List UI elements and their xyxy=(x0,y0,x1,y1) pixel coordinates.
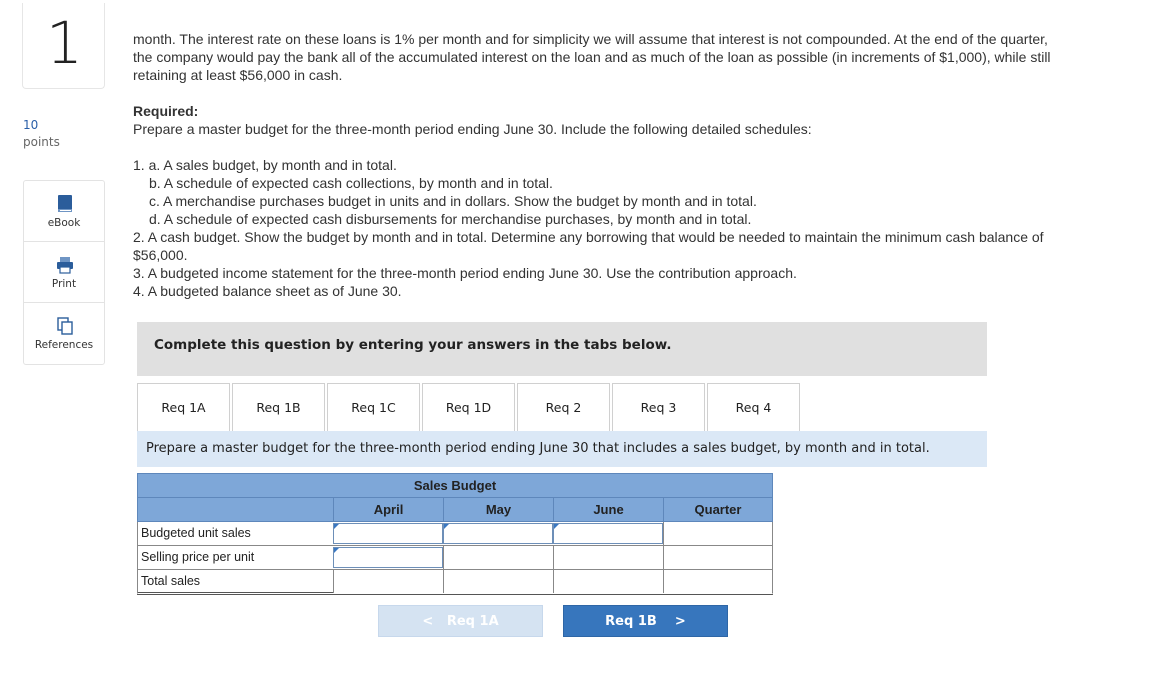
tab-prompt-text: Prepare a master budget for the three-month period ending June 30 that includes a sales budget, by month and in total. xyxy=(146,441,930,456)
june-unit-sales-input[interactable] xyxy=(553,523,663,544)
list-item: 1. a. A sales budget, by month and in total. xyxy=(133,157,397,173)
list-item: c. A merchandise purchases budget in units and in dollars. Show the budget by month and in total. xyxy=(149,193,757,209)
column-header-may: May xyxy=(443,498,553,521)
tab-req-1d[interactable]: Req 1D xyxy=(422,383,515,431)
required-heading: Required: xyxy=(133,103,199,119)
list-item: 2. A cash budget. Show the budget by month and in total. Determine any borrowing that would be needed to maintain the minimum cash balance of $56,000. xyxy=(133,229,1044,263)
ebook-label: eBook xyxy=(47,217,81,229)
sales-budget-table xyxy=(137,473,773,595)
previous-tab-button[interactable] xyxy=(378,605,543,637)
quarter-selling-price-cell xyxy=(663,546,772,569)
print-button[interactable] xyxy=(24,242,104,303)
chevron-right-icon: > xyxy=(674,614,686,629)
intro-paragraph: month. The interest rate on these loans is 1% per month and for simplicity we will assume that interest is not compounded. At the end of the quarter, the company would pay the bank all of the accumulated interest on the loan and as much of the loan as possible (in increments of $1,000), while still retaining at least $56,000 in cash. xyxy=(133,31,1051,83)
list-item: 4. A budgeted balance sheet as of June 30. xyxy=(133,283,402,299)
tools-panel xyxy=(23,180,105,365)
instruction-bar xyxy=(137,322,987,376)
may-selling-price-cell xyxy=(443,546,553,569)
may-total-sales-cell xyxy=(443,570,553,593)
april-selling-price-input[interactable] xyxy=(333,547,443,568)
row-label-total-sales: Total sales xyxy=(141,574,201,588)
copy-icon xyxy=(55,316,75,336)
previous-tab-label: Req 1A xyxy=(446,614,499,629)
june-selling-price-cell xyxy=(553,546,663,569)
table-title: Sales Budget xyxy=(137,473,773,498)
instruction-text: Complete this question by entering your answers in the tabs below. xyxy=(154,337,672,353)
quarter-total-sales-cell xyxy=(663,570,772,593)
june-total-sales-cell xyxy=(553,570,663,593)
tab-prompt xyxy=(137,431,987,467)
references-label: References xyxy=(34,339,94,351)
requirements-list xyxy=(133,156,1063,300)
book-icon xyxy=(55,194,75,214)
ebook-button[interactable] xyxy=(24,181,104,242)
list-item: 3. A budgeted income statement for the three-month period ending June 30. Use the contribution approach. xyxy=(133,265,797,281)
column-header-april: April xyxy=(333,498,443,521)
april-total-sales-cell xyxy=(333,570,443,593)
april-unit-sales-input[interactable] xyxy=(333,523,443,544)
column-header-quarter: Quarter xyxy=(663,498,772,521)
table-row xyxy=(137,522,773,546)
table-header-row xyxy=(137,498,773,522)
points-value: 10 xyxy=(23,118,39,132)
next-tab-label: Req 1B xyxy=(605,614,657,629)
chevron-left-icon: < xyxy=(422,614,434,629)
may-unit-sales-input[interactable] xyxy=(443,523,553,544)
tab-req-2[interactable]: Req 2 xyxy=(517,383,610,431)
tab-req-1a[interactable]: Req 1A xyxy=(137,383,230,431)
printer-icon xyxy=(55,255,75,275)
question-number-box xyxy=(22,3,105,89)
quarter-unit-sales-cell xyxy=(663,522,772,545)
tab-req-3[interactable]: Req 3 xyxy=(612,383,705,431)
list-item: d. A schedule of expected cash disbursements for merchandise purchases, by month and in total. xyxy=(149,211,752,227)
question-number: 1 xyxy=(46,9,83,77)
next-tab-button[interactable] xyxy=(563,605,728,637)
table-row xyxy=(137,546,773,570)
tab-req-4[interactable]: Req 4 xyxy=(707,383,800,431)
list-item: b. A schedule of expected cash collections, by month and in total. xyxy=(149,175,553,191)
points-label: points xyxy=(23,135,60,149)
references-button[interactable] xyxy=(24,303,104,364)
row-label-selling-price: Selling price per unit xyxy=(141,550,255,564)
tab-req-1b[interactable]: Req 1B xyxy=(232,383,325,431)
column-header-june: June xyxy=(553,498,663,521)
problem-intro xyxy=(133,30,1063,84)
table-row xyxy=(137,570,773,595)
print-label: Print xyxy=(51,278,77,290)
row-label-unit-sales: Budgeted unit sales xyxy=(141,526,251,540)
required-text: Prepare a master budget for the three-month period ending June 30. Include the following detailed schedules: xyxy=(133,121,812,137)
tab-req-1c[interactable]: Req 1C xyxy=(327,383,420,431)
